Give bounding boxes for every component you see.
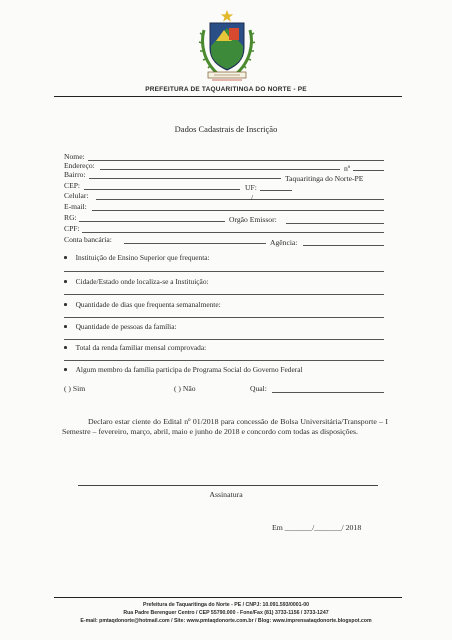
conta-bancaria-label: Conta bancária: [64, 235, 112, 244]
form-title: Dados Cadastrais de Inscrição [174, 124, 278, 134]
cidade-value: Taquaritinga do Norte-PE [285, 174, 364, 183]
answer-line[interactable] [64, 339, 384, 340]
question-text: Algum membro da família participa de Programa Social do Governo Federal [75, 365, 303, 374]
question-item [64, 322, 177, 331]
municipal-crest-logo [196, 8, 258, 88]
celular-separator: / [251, 193, 254, 202]
orgao-emissor-label: Orgão Emissor: [229, 215, 277, 224]
sim-checkbox[interactable]: ( ) Sim [64, 384, 86, 393]
agencia-field[interactable] [303, 245, 384, 246]
signature-label: Assinatura [209, 490, 243, 499]
question-text: Quantidade de pessoas da família: [75, 322, 177, 331]
nao-checkbox[interactable]: ( ) Não [174, 384, 196, 393]
celular-field[interactable] [96, 199, 384, 200]
answer-line[interactable] [64, 294, 384, 295]
footer-divider [54, 597, 402, 598]
signature-line[interactable] [78, 485, 378, 486]
bairro-label: Bairro: [64, 170, 86, 179]
endereco-label: Endereço: [64, 161, 95, 170]
bullet-icon [64, 325, 67, 328]
qual-field[interactable] [272, 392, 384, 393]
agencia-label: Agência: [270, 238, 298, 247]
bullet-icon [64, 256, 67, 259]
bullet-icon [64, 280, 67, 283]
orgao-emissor-field[interactable] [286, 223, 384, 224]
question-item [64, 277, 209, 286]
qual-label: Qual: [250, 384, 267, 393]
nome-field[interactable] [88, 160, 384, 161]
org-name: PREFEITURA DE TAQUARITINGA DO NORTE - PE [145, 86, 307, 93]
answer-line[interactable] [64, 360, 384, 361]
bullet-icon [64, 368, 67, 371]
question-item [64, 365, 303, 374]
answer-line[interactable] [64, 317, 384, 318]
cpf-label: CPF: [64, 224, 80, 233]
bairro-field[interactable] [89, 178, 281, 179]
question-text: Total da renda familiar mensal comprovada: [75, 343, 207, 352]
cep-field[interactable] [84, 189, 240, 190]
celular-label: Celular: [64, 191, 89, 200]
cep-label: CEP: [64, 181, 81, 190]
footer-contacts: E-mail: pmtaqdonorte@hotmail.com / Site: www.pmtaqdonorte.com.br / Blog: www.imprensataqdonorte.blogspot.com [80, 618, 372, 624]
question-text: Cidade/Estado onde localiza-se a Instituição: [75, 277, 209, 286]
rg-label: RG: [64, 213, 77, 222]
uf-field[interactable] [260, 190, 292, 191]
email-label: E-mail: [64, 202, 87, 211]
question-item [64, 300, 221, 309]
nome-label: Nome: [64, 152, 85, 161]
email-field[interactable] [92, 210, 384, 211]
cpf-field[interactable] [82, 232, 384, 233]
declaration-text: Declaro estar ciente do Edital nº 01/2018 para concessão de Bolsa Universitária/Transporte – I Semestre – fevereiro, março, abril, maio e junho de 2018 e concordo com todas as disposições. [62, 417, 388, 436]
answer-line[interactable] [64, 271, 384, 272]
uf-label: UF: [245, 183, 257, 192]
bullet-icon [64, 346, 67, 349]
footer-cnpj: Prefeitura de Taquaritinga do Norte - PE / CNPJ: 10.091.593/0001-00 [143, 602, 309, 608]
bullet-icon [64, 303, 67, 306]
question-item [64, 253, 210, 262]
conta-bancaria-field[interactable] [124, 243, 266, 244]
header-divider [54, 96, 402, 97]
numero-field[interactable] [353, 170, 384, 171]
endereco-field[interactable] [100, 169, 340, 170]
numero-label: nº [344, 164, 351, 173]
question-item [64, 343, 206, 352]
date-line[interactable]: Em _______/_______/ 2018 [272, 523, 362, 532]
rg-field[interactable] [79, 221, 225, 222]
question-text: Quantidade de dias que frequenta semanalmente: [75, 300, 221, 309]
footer-address: Rua Padre Berenguer Centro / CEP 55790.000 - Fone/Fax (81) 3733-1156 / 3733-1247 [123, 610, 329, 616]
question-text: Instituição de Ensino Superior que frequenta: [75, 253, 210, 262]
